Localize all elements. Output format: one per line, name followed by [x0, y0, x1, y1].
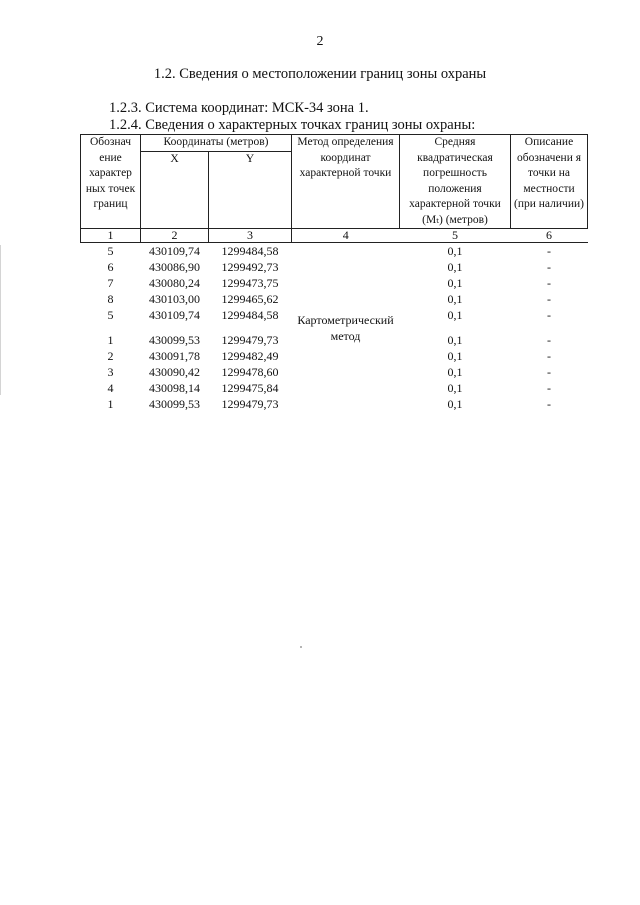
section-title: 1.2. Сведения о местоположении границ зоны охраны	[153, 66, 487, 82]
description-cell: -	[547, 381, 551, 395]
coordinate-y-cell: 1299484,58	[221, 308, 279, 322]
error-cell: 0,1	[447, 260, 463, 274]
coordinate-x-cell: 430080,24	[149, 276, 200, 290]
empty-cell	[141, 323, 209, 332]
header-x: X	[141, 152, 209, 229]
coordinate-x-cell: 430099,53	[149, 333, 200, 347]
column-number: 2	[141, 229, 209, 243]
table-header-row	[81, 135, 588, 152]
coordinate-x-cell: 430109,74	[149, 308, 200, 322]
boundary-points-table	[80, 134, 588, 412]
column-number: 4	[292, 229, 400, 243]
point-number-cell: 1	[107, 397, 114, 411]
point-number-cell: 1	[107, 333, 114, 347]
description-cell: -	[547, 260, 551, 274]
coordinate-y-cell: 1299492,73	[221, 260, 279, 274]
column-number: 5	[400, 229, 511, 243]
scan-speck	[300, 646, 302, 648]
description-cell: -	[547, 308, 551, 322]
header-method: Метод определения координат характерной точки	[292, 135, 400, 229]
empty-cell	[511, 323, 588, 332]
header-error: Средняя квадратическая погрешность положения характерной точки (Mₜ) (метров)	[400, 135, 511, 229]
coordinate-y-cell: 1299484,58	[221, 244, 279, 258]
error-cell: 0,1	[447, 381, 463, 395]
point-number-cell: 4	[107, 381, 114, 395]
error-cell: 0,1	[447, 365, 463, 379]
coordinate-system-line: 1.2.3. Система координат: МСК-34 зона 1.	[109, 100, 369, 116]
point-number-cell: 2	[107, 349, 114, 363]
error-cell: 0,1	[447, 244, 463, 258]
description-cell: -	[547, 349, 551, 363]
coordinate-x-cell: 430090,42	[149, 365, 200, 379]
coordinate-x-cell: 430103,00	[149, 292, 200, 306]
header-coordinates: Координаты (метров)	[141, 135, 292, 152]
coordinate-x-cell: 430086,90	[149, 260, 200, 274]
error-cell: 0,1	[447, 308, 463, 322]
coordinate-y-cell: 1299482,49	[221, 349, 279, 363]
header-y: Y	[209, 152, 292, 229]
method-cell: Картометрический метод	[297, 312, 394, 343]
coordinate-x-cell: 430109,74	[149, 244, 200, 258]
scan-edge-mark	[0, 245, 1, 395]
error-cell: 0,1	[447, 397, 463, 411]
coordinate-y-cell: 1299475,84	[221, 381, 279, 395]
header-point-designation: Обознач ение характер ных точек границ	[81, 135, 141, 229]
coordinate-y-cell: 1299479,73	[221, 333, 279, 347]
header-description: Описание обозначени я точки на местности (при наличии)	[511, 135, 588, 229]
column-number: 6	[511, 229, 588, 243]
page-number: 2	[316, 34, 324, 49]
point-number-cell: 6	[107, 260, 114, 274]
description-cell: -	[547, 292, 551, 306]
empty-cell	[209, 323, 292, 332]
coordinate-x-cell: 430091,78	[149, 349, 200, 363]
column-number: 3	[209, 229, 292, 243]
coordinate-y-cell: 1299478,60	[221, 365, 279, 379]
point-number-cell: 8	[107, 292, 114, 306]
description-cell: -	[547, 276, 551, 290]
description-cell: -	[547, 397, 551, 411]
coordinate-x-cell: 430099,53	[149, 397, 200, 411]
error-cell: 0,1	[447, 292, 463, 306]
column-number: 1	[81, 229, 141, 243]
table-row	[81, 243, 588, 260]
column-numbers-row	[81, 229, 588, 243]
description-cell: -	[547, 333, 551, 347]
empty-cell	[81, 323, 141, 332]
error-cell: 0,1	[447, 333, 463, 347]
points-title-line: 1.2.4. Сведения о характерных точках границ зоны охраны:	[109, 117, 476, 133]
coordinate-x-cell: 430098,14	[149, 381, 200, 395]
error-cell: 0,1	[447, 276, 463, 290]
point-number-cell: 5	[107, 244, 114, 258]
coordinate-y-cell: 1299473,75	[221, 276, 279, 290]
description-cell: -	[547, 244, 551, 258]
error-cell: 0,1	[447, 349, 463, 363]
coordinate-y-cell: 1299479,73	[221, 397, 279, 411]
point-number-cell: 7	[107, 276, 114, 290]
empty-cell	[400, 323, 511, 332]
point-number-cell: 3	[107, 365, 114, 379]
coordinate-y-cell: 1299465,62	[221, 292, 279, 306]
description-cell: -	[547, 365, 551, 379]
point-number-cell: 5	[107, 308, 114, 322]
